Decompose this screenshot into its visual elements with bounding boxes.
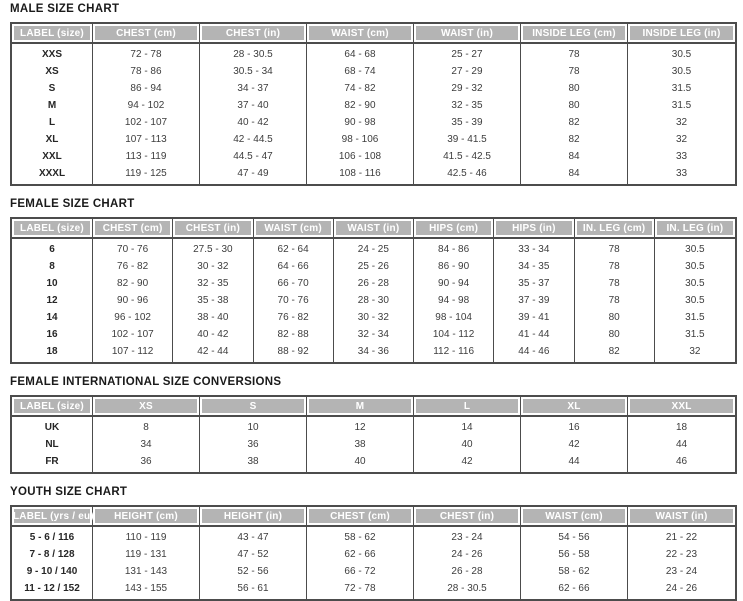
value-cell: 110 - 119 xyxy=(93,527,200,546)
value-cell: 44 - 46 xyxy=(494,343,574,362)
value-cell: 24 - 26 xyxy=(665,583,698,594)
row-label-cell: FR xyxy=(12,453,93,472)
value-cell: 56 - 58 xyxy=(521,546,628,563)
value-cell: 27.5 - 30 xyxy=(173,239,253,258)
value-cell: 84 xyxy=(521,165,628,184)
table-row xyxy=(12,114,735,131)
row-label-cell: L xyxy=(12,114,93,131)
value-cell: 86 - 94 xyxy=(93,80,200,97)
row-label-cell: XL xyxy=(12,131,93,148)
table-row xyxy=(12,97,735,114)
value-cell: 25 - 26 xyxy=(334,258,414,275)
value-cell: 64 - 68 xyxy=(307,44,414,63)
value-cell: 78 xyxy=(575,275,655,292)
value-cell: 18 xyxy=(675,422,688,433)
row-label-cell: 6 xyxy=(12,239,93,258)
value-cell: 42 - 44 xyxy=(173,343,253,362)
row-label-cell: XXS xyxy=(12,44,93,63)
value-cell: 90 - 96 xyxy=(93,292,173,309)
table-row xyxy=(12,275,735,292)
value-cell: 38 xyxy=(307,436,414,453)
row-label-cell: 7 - 8 / 128 xyxy=(12,546,93,563)
value-cell: 78 xyxy=(575,258,655,275)
value-cell: 37 - 40 xyxy=(200,97,307,114)
value-cell: 41 - 44 xyxy=(494,326,574,343)
value-cell: 28 - 30.5 xyxy=(414,580,521,599)
value-cell: 26 - 28 xyxy=(334,275,414,292)
value-cell: 41.5 - 42.5 xyxy=(414,148,521,165)
value-cell: 78 xyxy=(521,63,628,80)
label-column-header: LABEL (size) xyxy=(12,24,93,44)
value-cell: 31.5 xyxy=(671,100,692,111)
table-body xyxy=(12,527,735,599)
row-label-cell: NL xyxy=(12,436,93,453)
value-cell: 36 xyxy=(93,453,200,472)
value-cell: 102 - 107 xyxy=(93,326,173,343)
column-header: WAIST (in) xyxy=(334,219,414,239)
value-cell: 28 - 30.5 xyxy=(200,44,307,63)
row-label-cell: XXL xyxy=(12,148,93,165)
value-cell: 34 - 36 xyxy=(334,343,414,362)
value-cell: 56 - 61 xyxy=(200,580,307,599)
value-cell: 119 - 131 xyxy=(93,546,200,563)
value-cell: 98 - 106 xyxy=(307,131,414,148)
column-header: XS xyxy=(93,397,200,417)
value-cell: 28 - 30 xyxy=(334,292,414,309)
row-label-cell: 11 - 12 / 152 xyxy=(12,580,93,599)
value-cell: 38 xyxy=(200,453,307,472)
table-row xyxy=(12,148,735,165)
value-cell: 98 - 104 xyxy=(414,309,494,326)
value-cell: 32 - 35 xyxy=(414,97,521,114)
row-label-cell: UK xyxy=(12,417,93,436)
table-body xyxy=(12,44,735,184)
column-header: CHEST (cm) xyxy=(93,24,200,44)
value-cell: 104 - 112 xyxy=(414,326,494,343)
value-cell: 40 xyxy=(307,453,414,472)
column-header: HEIGHT (in) xyxy=(200,507,307,527)
value-cell: 82 - 90 xyxy=(93,275,173,292)
value-cell: 32 - 35 xyxy=(173,275,253,292)
value-cell: 35 - 37 xyxy=(494,275,574,292)
value-cell: 107 - 113 xyxy=(93,131,200,148)
value-cell: 27 - 29 xyxy=(414,63,521,80)
value-cell: 38 - 40 xyxy=(173,309,253,326)
value-cell: 35 - 39 xyxy=(414,114,521,131)
table-row xyxy=(12,44,735,63)
value-cell: 80 xyxy=(521,97,628,114)
value-cell: 42 - 44.5 xyxy=(200,131,307,148)
table-row xyxy=(12,453,735,472)
value-cell: 112 - 116 xyxy=(414,343,494,362)
column-header: INSIDE LEG (cm) xyxy=(521,24,628,44)
column-header: WAIST (in) xyxy=(628,507,735,527)
table-row xyxy=(12,165,735,184)
section-title: MALE SIZE CHART xyxy=(10,3,120,15)
row-label-cell: 12 xyxy=(12,292,93,309)
value-cell: 39 - 41.5 xyxy=(414,131,521,148)
value-cell: 24 - 26 xyxy=(414,546,521,563)
column-header: XXL xyxy=(628,397,735,417)
value-cell: 29 - 32 xyxy=(414,80,521,97)
value-cell: 8 xyxy=(93,417,200,436)
value-cell: 102 - 107 xyxy=(93,114,200,131)
value-cell: 131 - 143 xyxy=(93,563,200,580)
value-cell: 30.5 - 34 xyxy=(200,63,307,80)
value-cell: 30.5 xyxy=(685,295,705,306)
column-header: HIPS (in) xyxy=(494,219,574,239)
value-cell: 23 - 24 xyxy=(665,566,698,577)
column-header: M xyxy=(307,397,414,417)
value-cell: 25 - 27 xyxy=(414,44,521,63)
value-cell: 34 xyxy=(93,436,200,453)
value-cell: 62 - 64 xyxy=(254,239,334,258)
value-cell: 94 - 98 xyxy=(414,292,494,309)
row-label-cell: S xyxy=(12,80,93,97)
value-cell: 30 - 32 xyxy=(334,309,414,326)
column-header: CHEST (in) xyxy=(173,219,253,239)
column-header: WAIST (cm) xyxy=(254,219,334,239)
value-cell: 58 - 62 xyxy=(521,563,628,580)
value-cell: 62 - 66 xyxy=(307,546,414,563)
header-row xyxy=(12,24,735,44)
value-cell: 72 - 78 xyxy=(93,44,200,63)
table-row xyxy=(12,292,735,309)
value-cell: 106 - 108 xyxy=(307,148,414,165)
value-cell: 90 - 98 xyxy=(307,114,414,131)
value-cell: 80 xyxy=(521,80,628,97)
value-cell: 12 xyxy=(307,417,414,436)
table-body xyxy=(12,239,735,362)
header-row xyxy=(12,219,735,239)
size-table xyxy=(10,505,737,601)
row-label-cell: 18 xyxy=(12,343,93,362)
value-cell: 30 - 32 xyxy=(173,258,253,275)
column-header: L xyxy=(414,397,521,417)
value-cell: 14 xyxy=(414,417,521,436)
header-row xyxy=(12,397,735,417)
table-row xyxy=(12,580,735,599)
table-row xyxy=(12,563,735,580)
value-cell: 82 xyxy=(575,343,655,362)
value-cell: 68 - 74 xyxy=(307,63,414,80)
table-row xyxy=(12,417,735,436)
value-cell: 40 - 42 xyxy=(173,326,253,343)
column-header: IN. LEG (in) xyxy=(655,219,735,239)
table-row xyxy=(12,527,735,546)
value-cell: 66 - 70 xyxy=(254,275,334,292)
value-cell: 31.5 xyxy=(671,83,692,94)
value-cell: 33 xyxy=(675,168,688,179)
value-cell: 86 - 90 xyxy=(414,258,494,275)
row-label-cell: M xyxy=(12,97,93,114)
value-cell: 76 - 82 xyxy=(254,309,334,326)
value-cell: 47 - 49 xyxy=(200,165,307,184)
value-cell: 74 - 82 xyxy=(307,80,414,97)
value-cell: 40 - 42 xyxy=(200,114,307,131)
value-cell: 84 xyxy=(521,148,628,165)
value-cell: 96 - 102 xyxy=(93,309,173,326)
column-header: WAIST (in) xyxy=(414,24,521,44)
value-cell: 30.5 xyxy=(671,49,692,60)
value-cell: 32 xyxy=(689,346,701,357)
value-cell: 94 - 102 xyxy=(93,97,200,114)
value-cell: 107 - 112 xyxy=(93,343,173,362)
column-header: CHEST (in) xyxy=(414,507,521,527)
value-cell: 88 - 92 xyxy=(254,343,334,362)
table-row xyxy=(12,436,735,453)
value-cell: 46 xyxy=(675,456,688,467)
value-cell: 78 xyxy=(521,44,628,63)
section-title: FEMALE INTERNATIONAL SIZE CONVERSIONS xyxy=(10,376,282,388)
value-cell: 52 - 56 xyxy=(200,563,307,580)
value-cell: 90 - 94 xyxy=(414,275,494,292)
value-cell: 30.5 xyxy=(685,261,705,272)
size-chart-section xyxy=(10,198,737,364)
table-row xyxy=(12,80,735,97)
value-cell: 26 - 28 xyxy=(414,563,521,580)
value-cell: 44.5 - 47 xyxy=(200,148,307,165)
row-label-cell: XXXL xyxy=(12,165,93,184)
value-cell: 21 - 22 xyxy=(665,532,698,543)
row-label-cell: XS xyxy=(12,63,93,80)
value-cell: 70 - 76 xyxy=(93,239,173,258)
column-header: CHEST (cm) xyxy=(307,507,414,527)
value-cell: 22 - 23 xyxy=(665,549,698,560)
table-row xyxy=(12,343,735,362)
value-cell: 58 - 62 xyxy=(307,527,414,546)
row-label-cell: 14 xyxy=(12,309,93,326)
size-table xyxy=(10,217,737,364)
value-cell: 78 - 86 xyxy=(93,63,200,80)
column-header: CHEST (in) xyxy=(200,24,307,44)
size-chart-section xyxy=(10,376,737,474)
value-cell: 32 xyxy=(675,134,688,145)
value-cell: 76 - 82 xyxy=(93,258,173,275)
column-header: IN. LEG (cm) xyxy=(575,219,655,239)
value-cell: 80 xyxy=(575,309,655,326)
value-cell: 42 xyxy=(414,453,521,472)
value-cell: 84 - 86 xyxy=(414,239,494,258)
table-row xyxy=(12,63,735,80)
value-cell: 64 - 66 xyxy=(254,258,334,275)
row-label-cell: 9 - 10 / 140 xyxy=(12,563,93,580)
table-row xyxy=(12,309,735,326)
table-row xyxy=(12,239,735,258)
value-cell: 10 xyxy=(200,417,307,436)
label-column-header: LABEL (size) xyxy=(12,219,93,239)
label-column-header: LABEL (size) xyxy=(12,397,93,417)
value-cell: 43 - 47 xyxy=(200,527,307,546)
table-row xyxy=(12,326,735,343)
column-header: CHEST (cm) xyxy=(93,219,173,239)
column-header: WAIST (cm) xyxy=(521,507,628,527)
value-cell: 70 - 76 xyxy=(254,292,334,309)
value-cell: 31.5 xyxy=(685,329,705,340)
size-table xyxy=(10,22,737,186)
row-label-cell: 16 xyxy=(12,326,93,343)
value-cell: 30.5 xyxy=(685,278,705,289)
table-row xyxy=(12,258,735,275)
column-header: WAIST (cm) xyxy=(307,24,414,44)
value-cell: 82 xyxy=(521,131,628,148)
size-chart-section xyxy=(10,3,737,186)
value-cell: 33 xyxy=(675,151,688,162)
value-cell: 143 - 155 xyxy=(93,580,200,599)
value-cell: 44 xyxy=(675,439,688,450)
value-cell: 82 - 90 xyxy=(307,97,414,114)
value-cell: 66 - 72 xyxy=(307,563,414,580)
section-title: YOUTH SIZE CHART xyxy=(10,486,128,498)
value-cell: 36 xyxy=(200,436,307,453)
value-cell: 30.5 xyxy=(685,244,705,255)
value-cell: 82 xyxy=(521,114,628,131)
value-cell: 34 - 35 xyxy=(494,258,574,275)
value-cell: 33 - 34 xyxy=(494,239,574,258)
table-row xyxy=(12,546,735,563)
header-row xyxy=(12,507,735,527)
value-cell: 72 - 78 xyxy=(307,580,414,599)
value-cell: 30.5 xyxy=(671,66,692,77)
value-cell: 62 - 66 xyxy=(521,580,628,599)
value-cell: 80 xyxy=(575,326,655,343)
value-cell: 32 xyxy=(675,117,688,128)
value-cell: 34 - 37 xyxy=(200,80,307,97)
value-cell: 113 - 119 xyxy=(93,148,200,165)
size-table xyxy=(10,395,737,474)
value-cell: 16 xyxy=(521,417,628,436)
table-body xyxy=(12,417,735,472)
column-header: HIPS (cm) xyxy=(414,219,494,239)
row-label-cell: 5 - 6 / 116 xyxy=(12,527,93,546)
value-cell: 32 - 34 xyxy=(334,326,414,343)
value-cell: 39 - 41 xyxy=(494,309,574,326)
row-label-cell: 8 xyxy=(12,258,93,275)
value-cell: 82 - 88 xyxy=(254,326,334,343)
column-header: INSIDE LEG (in) xyxy=(628,24,735,44)
value-cell: 119 - 125 xyxy=(93,165,200,184)
value-cell: 31.5 xyxy=(685,312,705,323)
value-cell: 37 - 39 xyxy=(494,292,574,309)
value-cell: 78 xyxy=(575,292,655,309)
value-cell: 78 xyxy=(575,239,655,258)
value-cell: 108 - 116 xyxy=(307,165,414,184)
label-column-header: LABEL (yrs / eu) xyxy=(12,507,93,527)
value-cell: 47 - 52 xyxy=(200,546,307,563)
column-header: XL xyxy=(521,397,628,417)
value-cell: 42.5 - 46 xyxy=(414,165,521,184)
column-header: HEIGHT (cm) xyxy=(93,507,200,527)
size-chart-section xyxy=(10,486,737,601)
row-label-cell: 10 xyxy=(12,275,93,292)
column-header: S xyxy=(200,397,307,417)
value-cell: 24 - 25 xyxy=(334,239,414,258)
value-cell: 42 xyxy=(521,436,628,453)
value-cell: 35 - 38 xyxy=(173,292,253,309)
section-title: FEMALE SIZE CHART xyxy=(10,198,135,210)
value-cell: 40 xyxy=(414,436,521,453)
value-cell: 44 xyxy=(521,453,628,472)
table-row xyxy=(12,131,735,148)
value-cell: 54 - 56 xyxy=(521,527,628,546)
value-cell: 23 - 24 xyxy=(414,527,521,546)
